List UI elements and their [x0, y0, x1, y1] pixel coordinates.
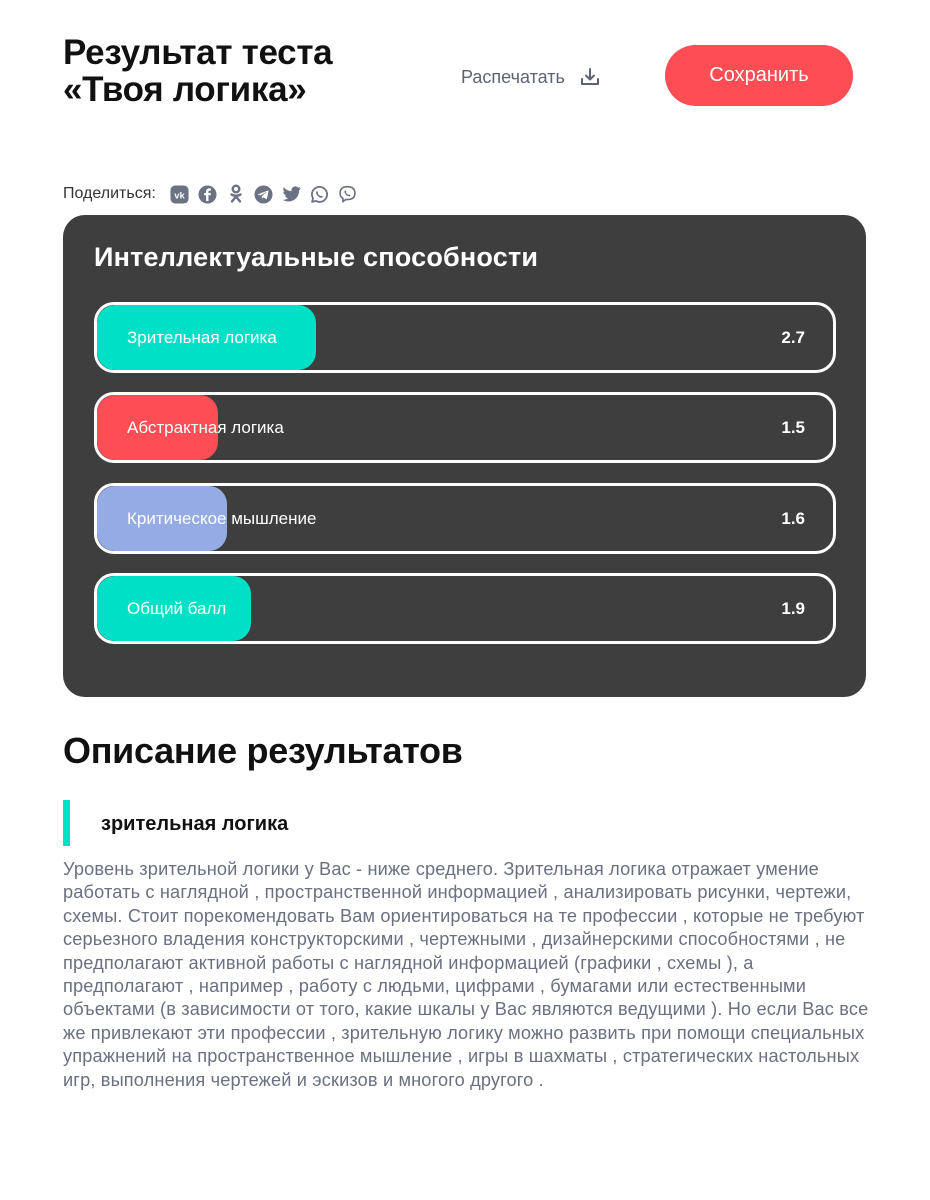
print-label: Распечатать	[461, 66, 565, 87]
abilities-card	[63, 215, 866, 697]
share-label: Поделиться:	[63, 185, 156, 202]
svg-text:vk: vk	[174, 189, 186, 201]
twitter-icon[interactable]	[282, 184, 302, 204]
page-title-line1: Результат теста	[63, 33, 333, 72]
download-icon	[579, 66, 601, 88]
viber-icon[interactable]	[338, 184, 358, 204]
ability-value: 1.9	[781, 598, 805, 618]
ability-label: Абстрактная логика	[127, 417, 284, 437]
page-title-line2: «Твоя логика»	[63, 70, 307, 109]
ability-label: Общий балл	[127, 598, 227, 618]
ability-bar-critical-thinking	[94, 483, 836, 554]
ability-bar-abstract-logic	[94, 392, 836, 463]
results-subtitle: зрительная логика	[101, 813, 289, 835]
ability-value: 1.6	[781, 508, 805, 528]
ability-value: 1.5	[781, 417, 805, 437]
ability-bar-total-score	[94, 573, 836, 644]
ability-label: Зрительная логика	[127, 327, 277, 347]
vk-icon[interactable]	[170, 184, 190, 204]
results-title: Описание результатов	[63, 730, 463, 771]
share-bar	[63, 182, 358, 206]
ability-value: 2.7	[781, 327, 805, 347]
facebook-icon[interactable]	[198, 184, 218, 204]
print-button[interactable]	[461, 63, 601, 91]
ability-bar-visual-logic	[94, 302, 836, 373]
subtitle-accent-bar	[63, 800, 70, 846]
whatsapp-icon[interactable]	[310, 184, 330, 204]
share-icons	[170, 184, 358, 204]
save-button[interactable]: Сохранить	[665, 45, 853, 106]
results-description: Уровень зрительной логики у Вас - ниже среднего. Зрительная логика отражает умение работать с наглядной , пространственной информацией , анализировать рисунки, чертежи, схемы. Стоит порекомендовать Вам ориентироваться на те профессии , которые не требуют серьезного владения конструкторскими , чертежными , дизайнерскими способностями , не предполагают активной работы с наглядной информацией (графики , схемы ), а предполагают , например , работу с людьми, цифрами , бумагами или естественными объектами (в зависимости от того, какие шкалы у Вас являются ведущими ). Но если Вас все же привлекают эти профессии , зрительную логику можно развить при помощи специальных упражнений на пространственное мышление , игры в шахматы , стратегических настольных игр, выполнения чертежей и эскизов и многого другого .	[63, 859, 869, 1090]
telegram-icon[interactable]	[254, 184, 274, 204]
odnoklassniki-icon[interactable]	[226, 184, 246, 204]
page-title	[63, 34, 332, 108]
abilities-title: Интеллектуальные способности	[94, 242, 539, 272]
ability-label: Критическое мышление	[127, 508, 317, 528]
